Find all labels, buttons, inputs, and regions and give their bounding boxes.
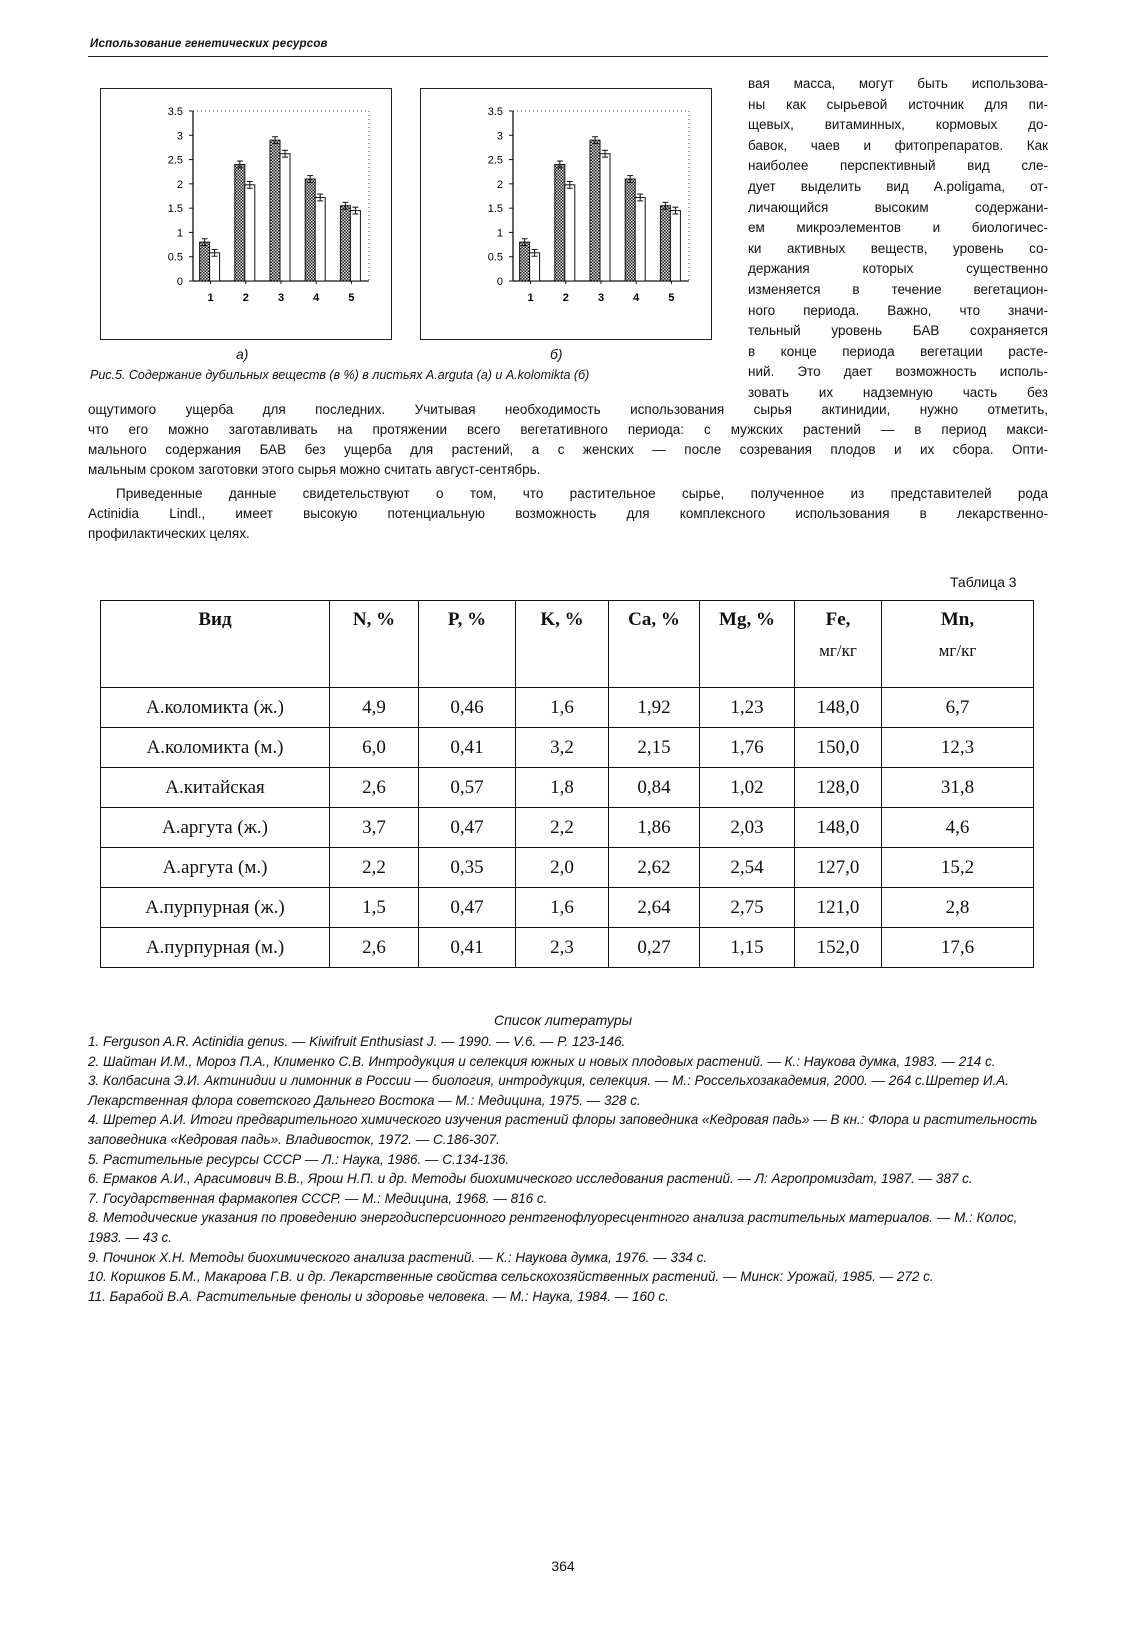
- bar: [520, 242, 530, 281]
- value-cell: 4,9: [330, 688, 419, 728]
- value-cell: 1,6: [516, 888, 609, 928]
- text-line: мального содержания БАВ без ущерба для растений, а с женских — после созревания плодов и их сбора. Опти-: [88, 442, 1048, 457]
- value-cell: 148,0: [795, 808, 882, 848]
- text-line: Приведенные данные свидетельствуют о том, что растительное сырье, полученное из представителей рода: [116, 486, 1048, 501]
- text-line: личающийся высоким содержани-: [748, 199, 1048, 215]
- text-line: в конце периода вегетации расте-: [748, 343, 1048, 359]
- figure-caption: Рис.5. Содержание дубильных веществ (в %) в листьях A.arguta (а) и A.kolomikta (б): [90, 368, 590, 382]
- y-tick-label: 2: [496, 178, 503, 191]
- references-title: Список литературы: [493, 1012, 633, 1028]
- references-list: [88, 1032, 1048, 1306]
- x-tick-label: 2: [562, 292, 569, 304]
- reference-item: 11. Барабой В.А. Растительные фенолы и здоровье человека. — М.: Наука, 1984. — 160 с.: [88, 1288, 669, 1304]
- running-header: Использование генетических ресурсов: [90, 38, 328, 50]
- value-cell: 31,8: [882, 768, 1034, 808]
- value-cell: 1,23: [700, 688, 795, 728]
- species-cell: А.китайская: [101, 768, 330, 808]
- y-tick-label: 0: [496, 276, 503, 288]
- text-line: дует выделить вид A.poligama, от-: [748, 178, 1048, 194]
- col-header-p: P, %: [419, 601, 516, 688]
- value-cell: 4,6: [882, 808, 1034, 848]
- bar: [530, 253, 540, 281]
- table-row: [101, 808, 1034, 848]
- value-cell: 2,0: [516, 848, 609, 888]
- species-cell: А.аргута (м.): [101, 848, 330, 888]
- value-cell: 0,41: [419, 928, 516, 968]
- species-cell: А.коломикта (м.): [101, 728, 330, 768]
- x-tick-label: 1: [527, 292, 534, 304]
- value-cell: 1,6: [516, 688, 609, 728]
- value-cell: 2,75: [700, 888, 795, 928]
- text-line: держания которых существенно: [748, 261, 1048, 277]
- header-text: Fe,: [825, 609, 851, 630]
- y-tick-label: 1: [496, 227, 503, 240]
- value-cell: 152,0: [795, 928, 882, 968]
- value-cell: 1,92: [609, 688, 700, 728]
- value-cell: 1,15: [700, 928, 795, 968]
- y-tick-label: 2: [176, 178, 183, 191]
- page-number: 364: [551, 1558, 575, 1574]
- value-cell: 2,64: [609, 888, 700, 928]
- value-cell: 0,46: [419, 688, 516, 728]
- species-cell: А.пурпурная (ж.): [101, 888, 330, 928]
- right-column-text: [748, 74, 1048, 404]
- bar: [245, 185, 255, 281]
- text-line: что его можно заготавливать на протяжении всего вегетативного периода: с мужских растений — в период макси-: [88, 422, 1048, 437]
- value-cell: 0,47: [419, 888, 516, 928]
- y-tick-label: 1.5: [487, 203, 503, 216]
- x-tick-label: 3: [597, 292, 605, 304]
- reference-item: 9. Починок Х.Н. Методы биохимического анализа растений. — К.: Наукова думка, 1976. — 334 с.: [88, 1249, 708, 1265]
- elements-table: [100, 600, 1034, 968]
- table-row: [101, 768, 1034, 808]
- value-cell: 2,6: [330, 768, 419, 808]
- bar: [565, 185, 575, 281]
- bar: [350, 211, 360, 281]
- text-line: Actinidia Lindl., имеет высокую потенциальную возможность для комплексного использования в лекарственно-: [88, 506, 1048, 521]
- value-cell: 2,3: [516, 928, 609, 968]
- bar: [315, 197, 325, 281]
- bar: [660, 206, 670, 281]
- value-cell: 2,54: [700, 848, 795, 888]
- paragraph-2: [88, 484, 1048, 544]
- y-tick-label: 0.5: [167, 251, 183, 264]
- text-line: ощутимого ущерба для последних. Учитывая необходимость использования сырья актинидии, нужно отметить,: [88, 402, 1048, 417]
- value-cell: 127,0: [795, 848, 882, 888]
- value-cell: 0,35: [419, 848, 516, 888]
- header-rule: [88, 56, 1048, 57]
- reference-item: 8. Методические указания по проведению энергодисперсионного рентгенофлуоресцентного анализа растительных материалов. — М.: Колос, 1983. — 43 с.: [88, 1210, 1018, 1245]
- x-tick-label: 1: [207, 292, 214, 304]
- reference-item: 3. Колбасина Э.И. Актинидии и лимонник в России — биология, интродукция, селекция. — М.: Россельхозакадемия, 2000. — 264 с.Шретер И.А. Лекарственная флора советского Дальнего Востока — М.: Медицина, 1975. — 328 с.: [88, 1073, 1010, 1108]
- text-line: ного периода. Важно, что значи-: [748, 302, 1048, 318]
- unit-label: мг/кг: [819, 641, 857, 660]
- value-cell: 15,2: [882, 848, 1034, 888]
- col-header-ca: Ca, %: [609, 601, 700, 688]
- y-tick-label: 3: [496, 130, 503, 143]
- reference-item: 1. Ferguson A.R. Actinidia genus. — Kiwifruit Enthusiast J. — 1990. — V.6. — P. 123-146.: [88, 1034, 626, 1049]
- text-line: ки активных веществ, уровень со-: [748, 240, 1048, 256]
- y-tick-label: 3.5: [167, 106, 183, 118]
- header-text: Mn,: [940, 609, 975, 630]
- value-cell: 2,03: [700, 808, 795, 848]
- text-line: бавок, чаев и фитопрепаратов. Как: [748, 137, 1048, 153]
- bar: [670, 211, 680, 281]
- value-cell: 150,0: [795, 728, 882, 768]
- x-tick-label: 5: [348, 292, 355, 304]
- y-tick-label: 3: [176, 130, 183, 143]
- value-cell: 2,2: [516, 808, 609, 848]
- reference-item: 2. Шайтан И.М., Мороз П.А., Клименко С.В. Интродукция и селекция южных и новых плодовых растений. — К.: Наукова думка, 1983. — 214 с.: [88, 1053, 996, 1069]
- y-tick-label: 1.5: [167, 203, 183, 216]
- value-cell: 1,02: [700, 768, 795, 808]
- col-header-mn: [882, 601, 1034, 688]
- value-cell: 0,47: [419, 808, 516, 848]
- chart-a: [101, 89, 391, 339]
- x-tick-label: 4: [633, 292, 640, 304]
- bar: [235, 164, 245, 281]
- text-line: щевых, витаминных, кормовых до-: [748, 117, 1048, 133]
- text-line: тельный уровень БАВ сохраняется: [748, 323, 1048, 339]
- text-line: зовать их надземную часть без: [748, 384, 1048, 400]
- table-header-row: [101, 601, 1034, 688]
- reference-item: 10. Коршков Б.М., Макарова Г.В. и др. Лекарственные свойства сельскохозяйственных растений. — Минск: Урожай, 1985. — 272 с.: [88, 1269, 934, 1285]
- value-cell: 1,86: [609, 808, 700, 848]
- col-header-mg: Mg, %: [700, 601, 795, 688]
- value-cell: 6,7: [882, 688, 1034, 728]
- value-cell: 3,2: [516, 728, 609, 768]
- value-cell: 17,6: [882, 928, 1034, 968]
- bar: [280, 154, 290, 281]
- species-cell: А.пурпурная (м.): [101, 928, 330, 968]
- bar: [590, 140, 600, 281]
- text-line: ний. Это дает возможность исполь-: [748, 364, 1048, 380]
- table-label: Таблица 3: [950, 574, 1017, 590]
- bar: [555, 164, 565, 281]
- y-tick-label: 0: [176, 276, 183, 288]
- table-row: [101, 888, 1034, 928]
- value-cell: 1,8: [516, 768, 609, 808]
- col-header-species: Вид: [101, 601, 330, 688]
- unit-label: мг/кг: [938, 641, 977, 660]
- text-line: изменяется в течение вегетацион-: [748, 281, 1048, 297]
- y-tick-label: 1: [176, 227, 183, 240]
- value-cell: 0,27: [609, 928, 700, 968]
- text-line: вая масса, могут быть использова-: [748, 76, 1048, 91]
- table-row: [101, 728, 1034, 768]
- value-cell: 3,7: [330, 808, 419, 848]
- reference-item: 6. Ермаков А.И., Арасимович В.В., Ярош Н.П. и др. Методы биохимического исследования растений. — Л: Агропромиздат, 1987. — 387 с.: [88, 1171, 973, 1187]
- value-cell: 2,2: [330, 848, 419, 888]
- value-cell: 0,57: [419, 768, 516, 808]
- panel-a-label: а): [236, 346, 249, 362]
- x-tick-label: 2: [242, 292, 249, 304]
- reference-item: 5. Растительные ресурсы СССР — Л.: Наука, 1986. — С.134-136.: [88, 1151, 510, 1167]
- chart-a-frame: [100, 88, 392, 340]
- x-tick-label: 4: [313, 292, 320, 304]
- x-tick-label: 3: [277, 292, 285, 304]
- value-cell: 1,76: [700, 728, 795, 768]
- col-header-fe: [795, 601, 882, 688]
- chart-b-frame: [420, 88, 712, 340]
- value-cell: 128,0: [795, 768, 882, 808]
- bar: [340, 206, 350, 281]
- bar: [600, 154, 610, 281]
- text-line: мальным сроком заготовки этого сырья можно считать август-сентябрь.: [88, 462, 541, 477]
- x-tick-label: 5: [668, 292, 675, 304]
- panel-b-label: б): [550, 346, 563, 362]
- text-line: ем микроэлементов и биологичес-: [748, 220, 1048, 236]
- y-tick-label: 0.5: [487, 251, 503, 264]
- table-row: [101, 848, 1034, 888]
- value-cell: 0,84: [609, 768, 700, 808]
- bar: [625, 179, 635, 281]
- value-cell: 121,0: [795, 888, 882, 928]
- bar: [305, 179, 315, 281]
- y-tick-label: 2.5: [487, 154, 503, 167]
- value-cell: 6,0: [330, 728, 419, 768]
- value-cell: 12,3: [882, 728, 1034, 768]
- col-header-k: K, %: [516, 601, 609, 688]
- chart-b: [421, 89, 711, 339]
- table-row: [101, 928, 1034, 968]
- text-line: наиболее перспективный вид сле-: [748, 158, 1048, 174]
- species-cell: А.аргута (ж.): [101, 808, 330, 848]
- table-row: [101, 688, 1034, 728]
- value-cell: 0,41: [419, 728, 516, 768]
- species-cell: А.коломикта (ж.): [101, 688, 330, 728]
- value-cell: 148,0: [795, 688, 882, 728]
- bar: [270, 140, 280, 281]
- bar: [210, 253, 220, 281]
- bar: [635, 197, 645, 281]
- paragraph-1: [88, 400, 1048, 480]
- bar: [200, 242, 210, 281]
- value-cell: 2,6: [330, 928, 419, 968]
- text-line: профилактических целях.: [88, 526, 250, 541]
- y-tick-label: 2.5: [167, 154, 183, 167]
- text-line: ны как сырьевой источник для пи-: [748, 96, 1048, 112]
- value-cell: 1,5: [330, 888, 419, 928]
- reference-item: 4. Шретер А.И. Итоги предварительного химического изучения растений флоры заповедника «Кедровая падь» — В кн.: Флора и растительность заповедника «Кедровая падь». Владивосток, 1972. — С.186-307.: [88, 1112, 1038, 1147]
- y-tick-label: 3.5: [487, 106, 503, 118]
- value-cell: 2,62: [609, 848, 700, 888]
- value-cell: 2,15: [609, 728, 700, 768]
- value-cell: 2,8: [882, 888, 1034, 928]
- col-header-n: N, %: [330, 601, 419, 688]
- reference-item: 7. Государственная фармакопея СССР. — М.: Медицина, 1968. — 816 с.: [88, 1190, 548, 1206]
